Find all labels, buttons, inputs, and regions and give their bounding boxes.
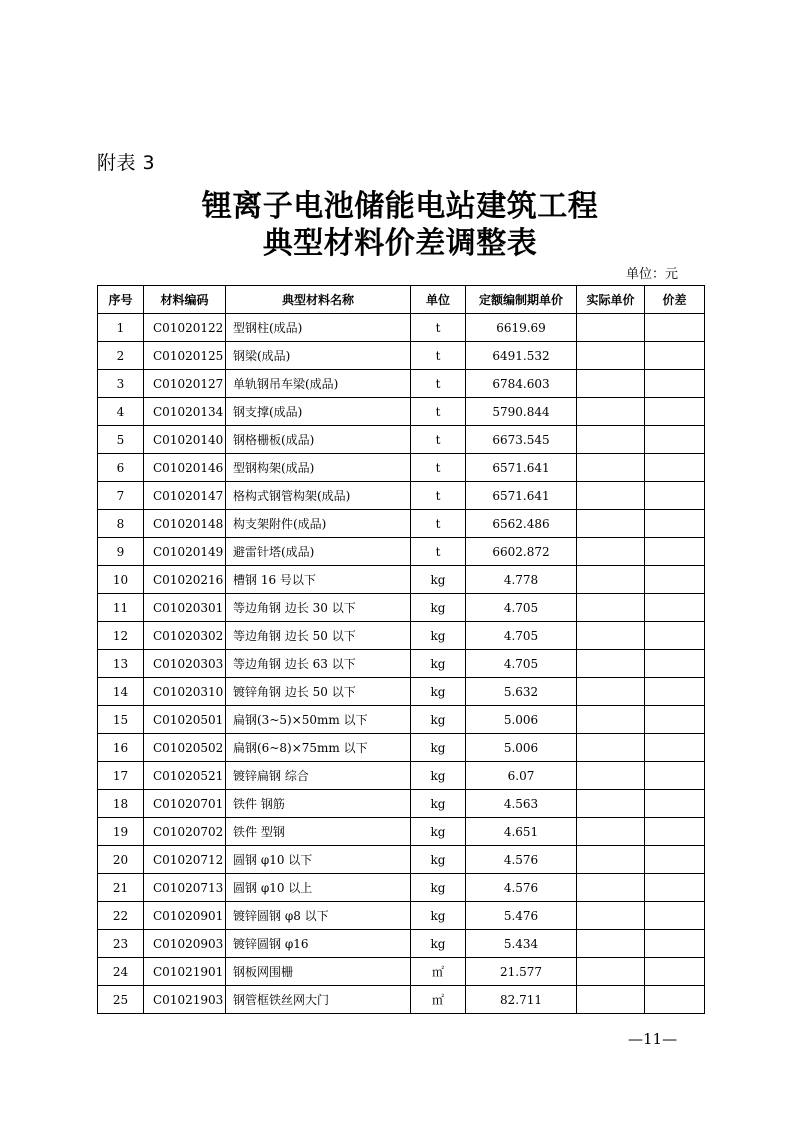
cell-material-code: C01020502 (144, 734, 226, 762)
cell-row-number: 4 (98, 398, 144, 426)
cell-unit: kg (411, 902, 466, 930)
table-row (98, 510, 705, 538)
column-header-price-diff: 价差 (645, 286, 705, 314)
cell-quota-unit-price: 4.651 (466, 818, 577, 846)
cell-price-difference (645, 734, 705, 762)
cell-material-name: 钢格栅板(成品) (226, 426, 411, 454)
cell-unit: kg (411, 594, 466, 622)
cell-row-number: 19 (98, 818, 144, 846)
cell-actual-unit-price (577, 538, 645, 566)
cell-unit: kg (411, 706, 466, 734)
cell-material-name: 等边角钢 边长 50 以下 (226, 622, 411, 650)
cell-material-code: C01020903 (144, 930, 226, 958)
cell-quota-unit-price: 21.577 (466, 958, 577, 986)
cell-unit: t (411, 426, 466, 454)
cell-row-number: 14 (98, 678, 144, 706)
cell-material-name: 镀锌圆钢 φ8 以下 (226, 902, 411, 930)
table-row (98, 314, 705, 342)
cell-actual-unit-price (577, 426, 645, 454)
cell-unit: kg (411, 650, 466, 678)
cell-quota-unit-price: 4.705 (466, 622, 577, 650)
cell-material-name: 槽钢 16 号以下 (226, 566, 411, 594)
cell-unit: t (411, 454, 466, 482)
cell-unit: kg (411, 762, 466, 790)
cell-row-number: 23 (98, 930, 144, 958)
cell-unit: t (411, 314, 466, 342)
cell-actual-unit-price (577, 706, 645, 734)
cell-quota-unit-price: 5.006 (466, 706, 577, 734)
cell-price-difference (645, 342, 705, 370)
cell-material-name: 扁钢(6~8)×75mm 以下 (226, 734, 411, 762)
table-row (98, 762, 705, 790)
cell-actual-unit-price (577, 454, 645, 482)
cell-row-number: 8 (98, 510, 144, 538)
cell-material-name: 钢梁(成品) (226, 342, 411, 370)
cell-material-name: 铁件 钢筋 (226, 790, 411, 818)
document-title-line1: 锂离子电池储能电站建筑工程 (201, 189, 599, 224)
cell-material-name: 圆钢 φ10 以上 (226, 874, 411, 902)
column-header-actual-price: 实际单价 (577, 286, 645, 314)
cell-material-name: 格构式钢管构架(成品) (226, 482, 411, 510)
cell-row-number: 15 (98, 706, 144, 734)
table-row (98, 370, 705, 398)
cell-price-difference (645, 706, 705, 734)
cell-quota-unit-price: 4.778 (466, 566, 577, 594)
cell-material-name: 镀锌扁钢 综合 (226, 762, 411, 790)
table-row (98, 454, 705, 482)
cell-unit: t (411, 510, 466, 538)
cell-material-code: C01020310 (144, 678, 226, 706)
cell-material-code: C01020125 (144, 342, 226, 370)
cell-material-name: 圆钢 φ10 以下 (226, 846, 411, 874)
cell-row-number: 17 (98, 762, 144, 790)
cell-unit: kg (411, 846, 466, 874)
cell-row-number: 21 (98, 874, 144, 902)
cell-material-name: 构支架附件(成品) (226, 510, 411, 538)
cell-unit: kg (411, 874, 466, 902)
cell-unit: kg (411, 818, 466, 846)
cell-quota-unit-price: 4.705 (466, 594, 577, 622)
cell-material-code: C01020901 (144, 902, 226, 930)
cell-quota-unit-price: 4.576 (466, 846, 577, 874)
cell-row-number: 9 (98, 538, 144, 566)
cell-material-name: 避雷针塔(成品) (226, 538, 411, 566)
cell-row-number: 22 (98, 902, 144, 930)
cell-row-number: 2 (98, 342, 144, 370)
cell-quota-unit-price: 5790.844 (466, 398, 577, 426)
cell-row-number: 10 (98, 566, 144, 594)
table-row (98, 594, 705, 622)
page-number: —11— (628, 1030, 678, 1048)
cell-price-difference (645, 930, 705, 958)
cell-price-difference (645, 398, 705, 426)
cell-actual-unit-price (577, 874, 645, 902)
cell-actual-unit-price (577, 930, 645, 958)
cell-material-code: C01020122 (144, 314, 226, 342)
cell-material-code: C01020148 (144, 510, 226, 538)
cell-price-difference (645, 902, 705, 930)
table-row (98, 398, 705, 426)
table-row (98, 622, 705, 650)
cell-price-difference (645, 818, 705, 846)
cell-material-name: 钢管框铁丝网大门 (226, 986, 411, 1014)
cell-row-number: 20 (98, 846, 144, 874)
cell-quota-unit-price: 6619.69 (466, 314, 577, 342)
cell-material-code: C01020146 (144, 454, 226, 482)
cell-price-difference (645, 426, 705, 454)
cell-unit: kg (411, 622, 466, 650)
cell-actual-unit-price (577, 790, 645, 818)
cell-actual-unit-price (577, 398, 645, 426)
cell-material-code: C01020501 (144, 706, 226, 734)
cell-material-code: C01020303 (144, 650, 226, 678)
cell-row-number: 13 (98, 650, 144, 678)
cell-actual-unit-price (577, 594, 645, 622)
cell-unit: t (411, 398, 466, 426)
table-row (98, 426, 705, 454)
column-header-unit: 单位 (411, 286, 466, 314)
cell-material-code: C01020302 (144, 622, 226, 650)
table-row (98, 986, 705, 1014)
cell-actual-unit-price (577, 566, 645, 594)
cell-quota-unit-price: 82.711 (466, 986, 577, 1014)
column-header-quota-price: 定额编制期单价 (466, 286, 577, 314)
cell-price-difference (645, 622, 705, 650)
cell-actual-unit-price (577, 762, 645, 790)
cell-row-number: 7 (98, 482, 144, 510)
cell-price-difference (645, 762, 705, 790)
cell-row-number: 25 (98, 986, 144, 1014)
cell-price-difference (645, 650, 705, 678)
cell-actual-unit-price (577, 342, 645, 370)
cell-row-number: 16 (98, 734, 144, 762)
cell-material-name: 扁钢(3~5)×50mm 以下 (226, 706, 411, 734)
cell-quota-unit-price: 5.476 (466, 902, 577, 930)
cell-material-code: C01020702 (144, 818, 226, 846)
cell-actual-unit-price (577, 846, 645, 874)
cell-unit: kg (411, 678, 466, 706)
cell-material-name: 单轨钢吊车梁(成品) (226, 370, 411, 398)
cell-actual-unit-price (577, 678, 645, 706)
cell-quota-unit-price: 6562.486 (466, 510, 577, 538)
cell-quota-unit-price: 6491.532 (466, 342, 577, 370)
cell-actual-unit-price (577, 958, 645, 986)
table-row (98, 818, 705, 846)
cell-unit: kg (411, 790, 466, 818)
cell-price-difference (645, 314, 705, 342)
cell-quota-unit-price: 6784.603 (466, 370, 577, 398)
unit-note: 单位：元 (626, 267, 679, 282)
table-row (98, 874, 705, 902)
table-row (98, 734, 705, 762)
cell-price-difference (645, 482, 705, 510)
cell-material-code: C01021901 (144, 958, 226, 986)
cell-material-name: 铁件 型钢 (226, 818, 411, 846)
cell-price-difference (645, 510, 705, 538)
cell-material-code: C01021903 (144, 986, 226, 1014)
cell-row-number: 18 (98, 790, 144, 818)
cell-unit: t (411, 482, 466, 510)
cell-unit: kg (411, 930, 466, 958)
cell-row-number: 12 (98, 622, 144, 650)
cell-material-name: 等边角钢 边长 30 以下 (226, 594, 411, 622)
cell-material-name: 型钢柱(成品) (226, 314, 411, 342)
table-row (98, 678, 705, 706)
cell-material-code: C01020301 (144, 594, 226, 622)
appendix-label: 附表 3 (97, 152, 156, 174)
table-row (98, 790, 705, 818)
cell-quota-unit-price: 4.705 (466, 650, 577, 678)
cell-price-difference (645, 566, 705, 594)
table-body (98, 314, 705, 1014)
cell-actual-unit-price (577, 482, 645, 510)
cell-material-name: 镀锌圆钢 φ16 (226, 930, 411, 958)
cell-row-number: 1 (98, 314, 144, 342)
cell-price-difference (645, 370, 705, 398)
cell-material-name: 镀锌角钢 边长 50 以下 (226, 678, 411, 706)
cell-row-number: 3 (98, 370, 144, 398)
cell-quota-unit-price: 6571.641 (466, 482, 577, 510)
cell-row-number: 11 (98, 594, 144, 622)
document-title-line2: 典型材料价差调整表 (262, 226, 538, 261)
cell-actual-unit-price (577, 510, 645, 538)
cell-material-code: C01020140 (144, 426, 226, 454)
cell-material-name: 钢板网围栅 (226, 958, 411, 986)
cell-unit: t (411, 342, 466, 370)
cell-material-name: 等边角钢 边长 63 以下 (226, 650, 411, 678)
cell-actual-unit-price (577, 370, 645, 398)
cell-material-code: C01020147 (144, 482, 226, 510)
cell-quota-unit-price: 6602.872 (466, 538, 577, 566)
cell-actual-unit-price (577, 902, 645, 930)
table-row (98, 930, 705, 958)
cell-unit: kg (411, 734, 466, 762)
column-header-no: 序号 (98, 286, 144, 314)
cell-material-code: C01020712 (144, 846, 226, 874)
cell-actual-unit-price (577, 734, 645, 762)
table-row (98, 342, 705, 370)
cell-quota-unit-price: 6673.545 (466, 426, 577, 454)
cell-material-code: C01020713 (144, 874, 226, 902)
table-row (98, 538, 705, 566)
cell-price-difference (645, 958, 705, 986)
cell-unit: t (411, 538, 466, 566)
cell-quota-unit-price: 5.006 (466, 734, 577, 762)
cell-quota-unit-price: 5.632 (466, 678, 577, 706)
cell-material-code: C01020149 (144, 538, 226, 566)
cell-material-code: C01020701 (144, 790, 226, 818)
cell-row-number: 5 (98, 426, 144, 454)
cell-actual-unit-price (577, 986, 645, 1014)
table-row (98, 902, 705, 930)
cell-material-code: C01020127 (144, 370, 226, 398)
column-header-code: 材料编码 (144, 286, 226, 314)
cell-price-difference (645, 538, 705, 566)
table-row (98, 846, 705, 874)
cell-quota-unit-price: 4.576 (466, 874, 577, 902)
cell-unit: kg (411, 566, 466, 594)
cell-material-code: C01020216 (144, 566, 226, 594)
table-header-row (98, 286, 705, 314)
cell-quota-unit-price: 5.434 (466, 930, 577, 958)
cell-actual-unit-price (577, 622, 645, 650)
table-row (98, 958, 705, 986)
cell-quota-unit-price: 6571.641 (466, 454, 577, 482)
cell-price-difference (645, 846, 705, 874)
cell-price-difference (645, 986, 705, 1014)
table-row (98, 650, 705, 678)
cell-material-name: 型钢构架(成品) (226, 454, 411, 482)
cell-material-name: 钢支撑(成品) (226, 398, 411, 426)
cell-material-code: C01020134 (144, 398, 226, 426)
column-header-name: 典型材料名称 (226, 286, 411, 314)
cell-price-difference (645, 790, 705, 818)
material-price-table (97, 285, 705, 1014)
cell-price-difference (645, 454, 705, 482)
cell-row-number: 6 (98, 454, 144, 482)
cell-actual-unit-price (577, 314, 645, 342)
cell-material-code: C01020521 (144, 762, 226, 790)
table-row (98, 706, 705, 734)
cell-row-number: 24 (98, 958, 144, 986)
cell-unit: ㎡ (411, 958, 466, 986)
cell-unit: ㎡ (411, 986, 466, 1014)
table-row (98, 566, 705, 594)
cell-price-difference (645, 874, 705, 902)
cell-actual-unit-price (577, 818, 645, 846)
cell-price-difference (645, 594, 705, 622)
cell-unit: t (411, 370, 466, 398)
cell-quota-unit-price: 4.563 (466, 790, 577, 818)
cell-actual-unit-price (577, 650, 645, 678)
cell-quota-unit-price: 6.07 (466, 762, 577, 790)
table-row (98, 482, 705, 510)
cell-price-difference (645, 678, 705, 706)
